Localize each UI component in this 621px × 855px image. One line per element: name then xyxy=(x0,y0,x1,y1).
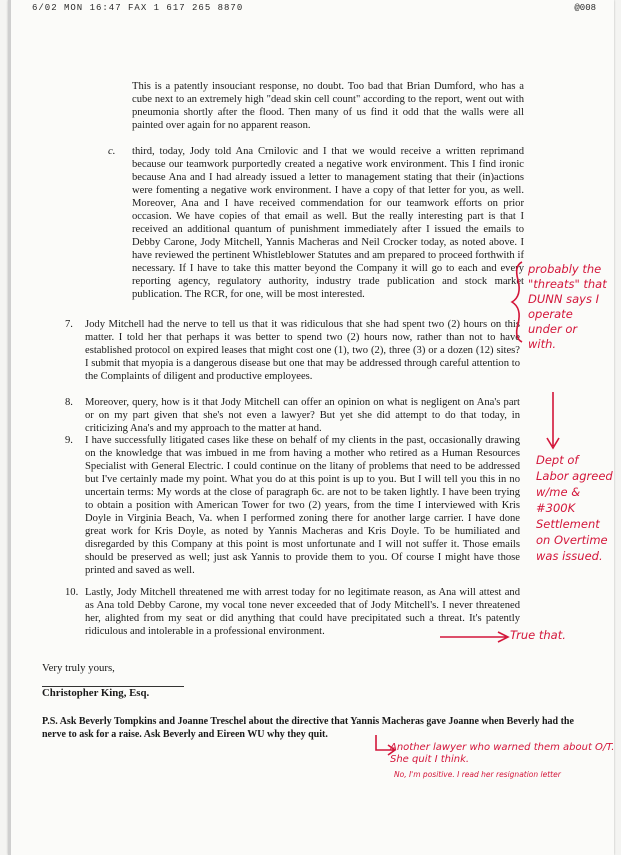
page-edge-shadow xyxy=(8,0,11,855)
item-text: Moreover, query, how is it that Jody Mitchell can offer an opinion on what is negligent on Ana's part or on my part given that she's not even a lawyer? But yet she did attempt to do that today, in criticizing Ana's and my approach to the matter at hand. xyxy=(85,397,520,434)
item-letter: c. xyxy=(108,146,116,157)
fax-page-number: @008 xyxy=(574,3,596,13)
intro-paragraph: This is a patently insouciant response, no doubt. Too bad that Brian Dumford, who has a cube next to an extremely high "dead skin cell count" according to the report, went out with pneumonia shortly after the flood. Then many of us find it odd that the walls were all painted over again for no apparent reason. xyxy=(132,81,524,131)
item-number: 7. xyxy=(65,319,73,330)
handwritten-note-resignation: No, I'm positive. I read her resignation letter xyxy=(394,770,561,779)
fax-header: 6/02 MON 16:47 FAX 1 617 265 8870 xyxy=(32,3,244,13)
closing-line: Very truly yours, xyxy=(42,662,115,674)
item-number: 9. xyxy=(65,435,73,446)
item-text: third, today, Jody told Ana Crnilovic and I that we would receive a written reprimand because our teamwork purportedly created a negative work environment. This I find ironic because Ana and I had already issued a letter to management stating that their (in)actions were fomenting a negative work environment. I have a copy of that letter for you, as well. Moreover, Ana and I have received commendation for our teamwork efforts on prior occasion. We have copies of that email as well. But the really interesting part is that I received an additional quantum of punishment immediately after I issued the emails to Debby Carone, Jody Mitchell, Yannis Macheras and Neil Crocker today, as noted above. I have reviewed the pertinent Whistleblower Statutes and am prepared to proceed forthwith if necessary. If I have to take this matter beyond the Company it will go to each and every reporting agency, regulatory authority, industry trade publication and stock market publication. The RCR, for one, will be most interested. xyxy=(132,146,524,300)
item-number: 10. xyxy=(65,587,79,598)
handwritten-note-dept-of-labor: Dept of Labor agreed w/me & #300K Settlement on Overtime was issued. xyxy=(536,453,613,563)
item-text: Jody Mitchell had the nerve to tell us that it was ridiculous that she had spent two (2) hours on this matter. I told her that perhaps it was better to spend two (2) hours now, rather than not to have established protocol on expired leases that might cost one (1), two (2), three (3) or a dozen (12) sites? I submit that myopia is a dangerous disease but one that may be addressed through careful attention to the Complaints of diligent and productive employees. xyxy=(85,319,520,382)
item-text: I have successfully litigated cases like these on behalf of my clients in the past, occasionally drawing on the knowledge that was imbued in me from having a mother who retired as a Human Resources Specialist with General Electric. I could continue on the litany of problems that need to be addressed but I've certainly made my point. What you do at this point is up to you. But I will tell you this in no uncertain terms: My words at the close of paragraph 6c. are not to be taken lightly. I have been trying to obtain a position with American Tower for two (2) years, from the time I interviewed with Kris Doyle in Virginia Beach, Va. when I performed zoning there for another large carrier. I have done great work for Kris Doyle, as noted by Yannis Macheras and Kris Doyle. To be humiliated and disregarded by this Company at this point is most unfortunate and I will not suffer it. Those emails should be preserved as well; just ask Yannis to provide them to you. Of course I might have those printed and saved as well. xyxy=(85,435,520,576)
handwritten-note-another-lawyer: Another lawyer who warned them about O/T. She quit I think. xyxy=(390,742,615,765)
item-number: 8. xyxy=(65,397,73,408)
handwritten-note-threats: probably the "threats" that DUNN says I operate under or with. xyxy=(528,262,607,351)
handwritten-note-true-that: True that. xyxy=(510,628,566,642)
signature-name: Christopher King, Esq. xyxy=(42,687,150,699)
item-text: Lastly, Jody Mitchell threatened me with arrest today for no legitimate reason, as Ana will attest and as Ana told Debby Carone, my vocal tone never exceeded that of Jody Mitchell's. I never threatened her, alighted from my seat or did anything that could have precipitated such a threat. It's patently ridiculous and intolerable in a professional environment. xyxy=(85,587,520,637)
postscript: P.S. Ask Beverly Tompkins and Joanne Treschel about the directive that Yannis Macheras gave Joanne when Beverly had the nerve to ask for a raise. Ask Beverly and Eireen WU why they quit. xyxy=(42,716,574,740)
